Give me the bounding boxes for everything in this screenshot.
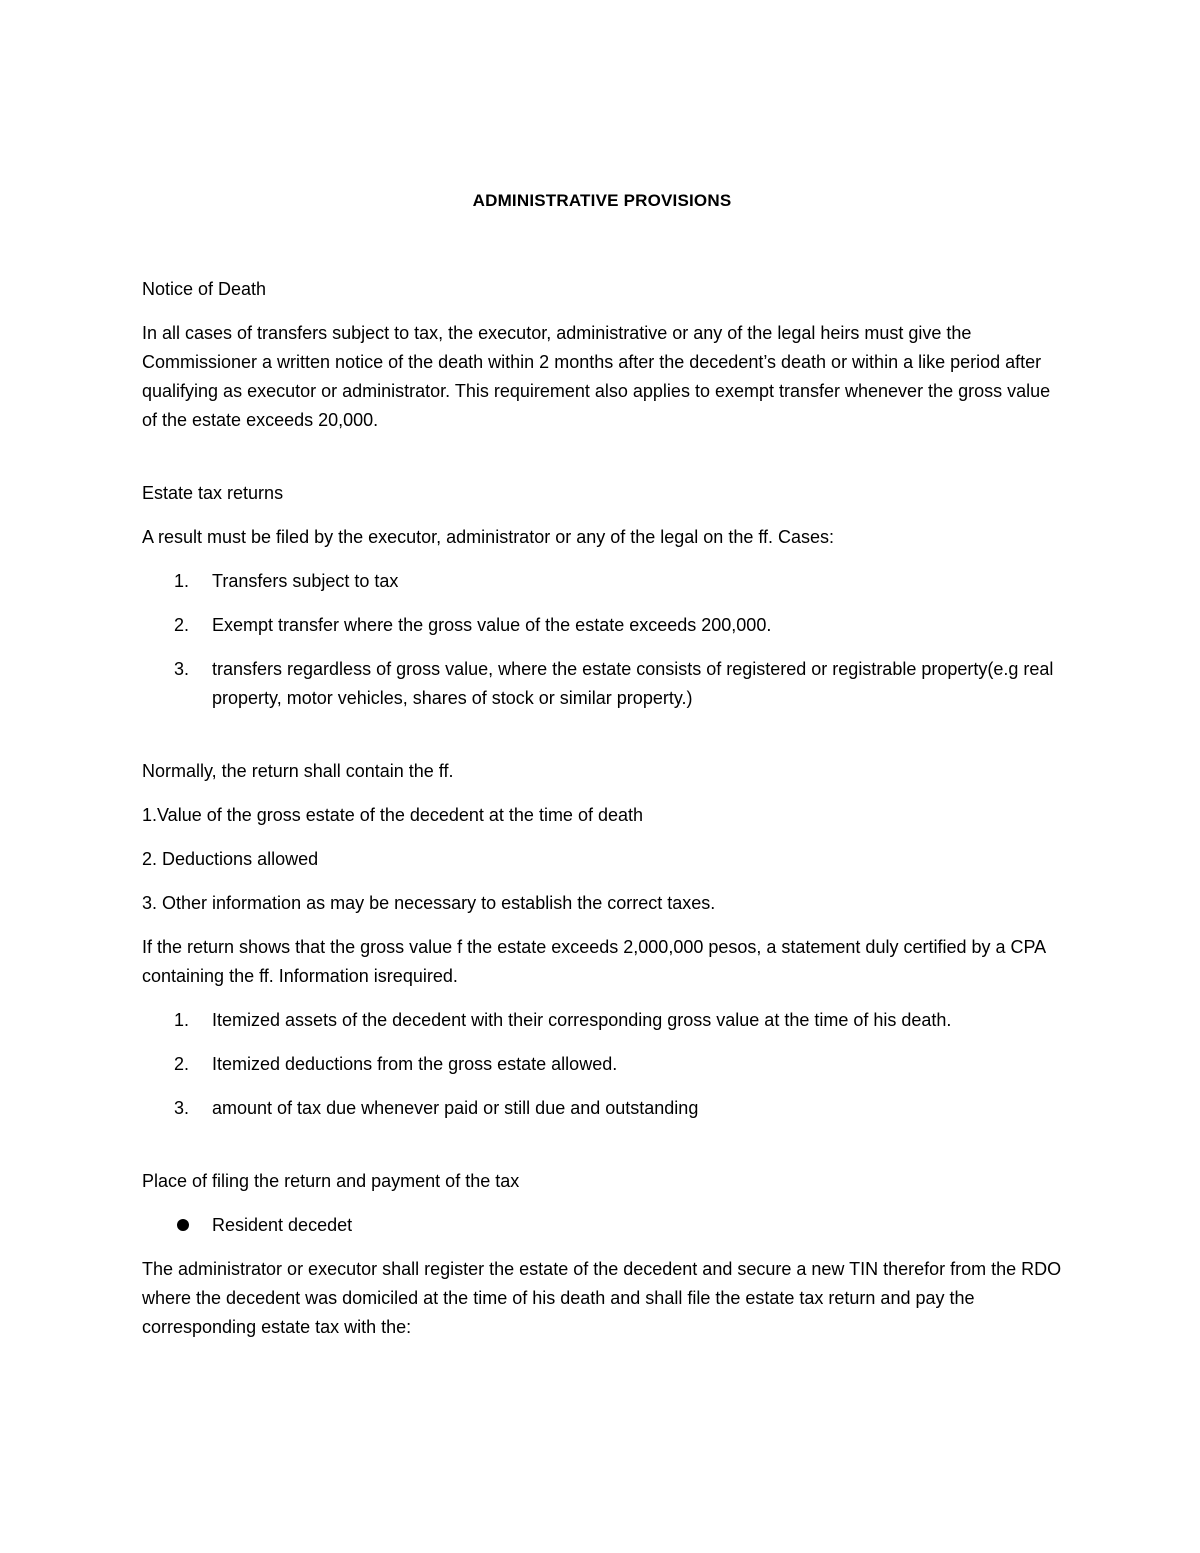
list-item — [142, 1211, 1062, 1240]
document-body — [142, 186, 1062, 1357]
section-heading-estate-tax-returns: Estate tax returns — [142, 483, 284, 503]
list-item — [142, 567, 1062, 596]
bullet-icon — [177, 1219, 189, 1231]
returns-cases-list — [142, 567, 1062, 713]
place-paragraph: The administrator or executor shall register the estate of the decedent and secure a new TIN therefor from the RDO where the decedent was domiciled at the time of his death and shall file the estate tax return and pay the corresponding estate tax with the: — [142, 1259, 1062, 1337]
return-contents-line: 3. Other information as may be necessary to establish the correct taxes. — [142, 893, 716, 913]
section-heading-place-of-filing: Place of filing the return and payment of the tax — [142, 1171, 520, 1191]
list-item-text: Resident decedet — [212, 1215, 353, 1235]
cpa-statement-paragraph: If the return shows that the gross value f the estate exceeds 2,000,000 pesos, a statement duly certified by a CPA containing the ff. Information isrequired. — [142, 937, 1046, 986]
list-number: 2. — [174, 615, 190, 635]
list-number: 1. — [174, 571, 190, 591]
notice-paragraph: In all cases of transfers subject to tax, the executor, administrative or any of the legal heirs must give the Commissioner a written notice of the death within 2 months after the decedent’s death or within a like period after qualifying as executor or administrator. This requirement also applies to exempt transfer whenever the gross value of the estate exceeds 20,000. — [142, 323, 1051, 430]
list-item — [142, 611, 1062, 640]
cpa-statement-list — [142, 1006, 1062, 1123]
list-number: 3. — [174, 659, 190, 679]
return-contents-intro: Normally, the return shall contain the ff. — [142, 761, 454, 781]
list-item-text: amount of tax due whenever paid or still due and outstanding — [212, 1098, 699, 1118]
section-heading-notice-of-death: Notice of Death — [142, 279, 267, 299]
list-number: 3. — [174, 1098, 190, 1118]
list-number: 1. — [174, 1010, 190, 1030]
returns-intro: A result must be filed by the executor, administrator or any of the legal on the ff. Cases: — [142, 527, 835, 547]
return-contents-line: 1.Value of the gross estate of the decedent at the time of death — [142, 805, 644, 825]
list-item — [142, 1094, 1062, 1123]
list-item-text: transfers regardless of gross value, where the estate consists of registered or registrable property(e.g real property, motor vehicles, shares of stock or similar property.) — [212, 659, 1054, 708]
list-item-text: Itemized assets of the decedent with their corresponding gross value at the time of his death. — [212, 1010, 952, 1030]
place-bullet-list — [142, 1211, 1062, 1240]
list-item-text: Transfers subject to tax — [212, 571, 399, 591]
list-item — [142, 1006, 1062, 1035]
return-contents-line: 2. Deductions allowed — [142, 849, 319, 869]
list-item — [142, 655, 1062, 713]
list-item-text: Exempt transfer where the gross value of the estate exceeds 200,000. — [212, 615, 772, 635]
list-item-text: Itemized deductions from the gross estate allowed. — [212, 1054, 618, 1074]
list-item — [142, 1050, 1062, 1079]
document-title: ADMINISTRATIVE PROVISIONS — [472, 191, 732, 210]
list-number: 2. — [174, 1054, 190, 1074]
